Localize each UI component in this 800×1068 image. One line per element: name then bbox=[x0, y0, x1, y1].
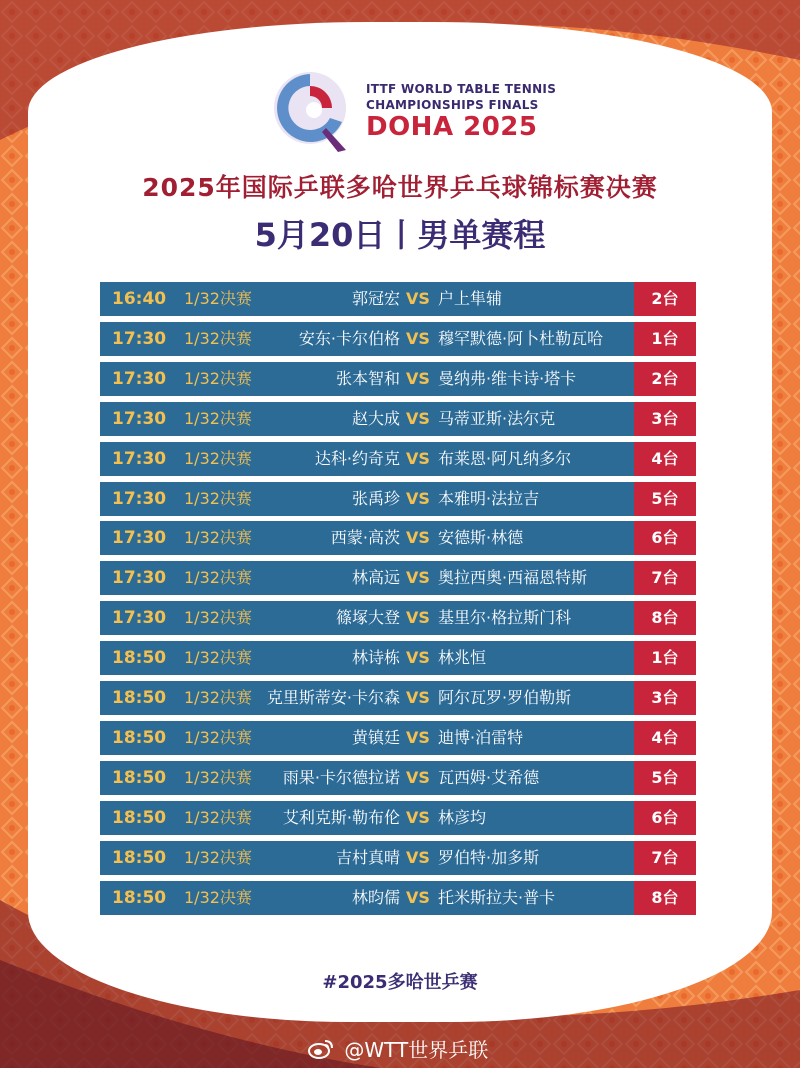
match-time: 17:30 bbox=[112, 488, 167, 509]
event-logo bbox=[268, 66, 557, 158]
match-time: 17:30 bbox=[112, 608, 167, 629]
schedule-row bbox=[100, 841, 696, 875]
match-round: 1/32决赛 bbox=[184, 568, 252, 588]
player-1: 黄镇廷 bbox=[351, 727, 400, 747]
match-round: 1/32决赛 bbox=[184, 488, 252, 508]
schedule-row bbox=[100, 761, 696, 795]
vs-label: VS bbox=[406, 289, 430, 308]
player-1: 郭冠宏 bbox=[351, 289, 400, 308]
match-info bbox=[100, 881, 634, 915]
match-round: 1/32决赛 bbox=[184, 807, 252, 827]
match-info bbox=[100, 681, 634, 715]
match-time: 18:50 bbox=[112, 648, 167, 669]
match-time: 18:50 bbox=[112, 887, 167, 908]
table-number: 1台 bbox=[634, 322, 696, 356]
match-info bbox=[100, 601, 634, 635]
vs-label: VS bbox=[406, 608, 430, 628]
match-info bbox=[100, 841, 634, 875]
vs-label: VS bbox=[406, 408, 430, 428]
player-1: 安东·卡尔伯格 bbox=[298, 328, 400, 348]
player-2: 瓦西姆·艾希德 bbox=[438, 767, 540, 787]
vs-label: VS bbox=[406, 328, 430, 348]
match-round: 1/32决赛 bbox=[184, 328, 252, 348]
schedule-row bbox=[100, 402, 696, 436]
schedule-row bbox=[100, 282, 696, 316]
table-number: 5台 bbox=[634, 761, 696, 795]
logo-line-2: CHAMPIONSHIPS FINALS bbox=[366, 98, 539, 112]
player-1: 克里斯蒂安·卡尔森 bbox=[266, 688, 400, 707]
schedule-row bbox=[100, 881, 696, 915]
table-number: 6台 bbox=[634, 801, 696, 835]
player-1: 林高远 bbox=[351, 568, 400, 588]
match-info bbox=[100, 521, 634, 555]
match-round: 1/32决赛 bbox=[184, 727, 252, 747]
player-2: 林彦均 bbox=[438, 807, 487, 827]
player-2: 奥拉西奥·西福恩特斯 bbox=[438, 568, 588, 588]
match-round: 1/32决赛 bbox=[184, 608, 252, 628]
match-info bbox=[100, 442, 634, 476]
player-1: 林诗栋 bbox=[351, 648, 400, 668]
player-1: 张禹珍 bbox=[351, 488, 400, 508]
match-info bbox=[100, 801, 634, 835]
table-number: 5台 bbox=[634, 482, 696, 516]
table-number: 7台 bbox=[634, 841, 696, 875]
player-1: 艾利克斯·勒布伦 bbox=[282, 807, 400, 827]
player-1: 吉村真晴 bbox=[335, 847, 400, 867]
table-number: 2台 bbox=[634, 282, 696, 316]
table-number: 2台 bbox=[634, 362, 696, 396]
vs-label: VS bbox=[406, 727, 430, 747]
schedule-row bbox=[100, 362, 696, 396]
match-info bbox=[100, 322, 634, 356]
match-round: 1/32决赛 bbox=[184, 847, 252, 867]
match-round: 1/32决赛 bbox=[184, 887, 252, 907]
player-1: 林昀儒 bbox=[351, 887, 400, 907]
player-2: 布莱恩·阿凡纳多尔 bbox=[438, 448, 572, 468]
match-time: 17:30 bbox=[112, 328, 167, 349]
table-number: 8台 bbox=[634, 881, 696, 915]
watermark-text: @WTT世界乒联 bbox=[344, 1038, 489, 1062]
player-2: 曼纳弗·维卡诗·塔卡 bbox=[438, 368, 577, 388]
vs-label: VS bbox=[406, 488, 430, 508]
schedule-row bbox=[100, 521, 696, 555]
match-time: 17:30 bbox=[112, 568, 167, 589]
table-number: 7台 bbox=[634, 561, 696, 595]
table-number: 3台 bbox=[634, 681, 696, 715]
player-2: 迪博·泊雷特 bbox=[438, 727, 524, 747]
schedule-row bbox=[100, 482, 696, 516]
match-round: 1/32决赛 bbox=[184, 408, 252, 428]
table-number: 4台 bbox=[634, 442, 696, 476]
match-info bbox=[100, 282, 634, 316]
match-round: 1/32决赛 bbox=[184, 448, 252, 468]
match-time: 16:40 bbox=[112, 289, 167, 309]
match-info bbox=[100, 482, 634, 516]
player-2: 马蒂亚斯·法尔克 bbox=[438, 408, 556, 428]
match-time: 18:50 bbox=[112, 767, 167, 788]
logo-line-3: DOHA 2025 bbox=[366, 112, 538, 142]
match-time: 18:50 bbox=[112, 847, 167, 868]
schedule-row bbox=[100, 561, 696, 595]
match-info bbox=[100, 561, 634, 595]
schedule-row bbox=[100, 721, 696, 755]
table-number: 3台 bbox=[634, 402, 696, 436]
match-round: 1/32决赛 bbox=[184, 767, 252, 787]
player-1: 西蒙·高茨 bbox=[330, 528, 400, 548]
vs-label: VS bbox=[406, 528, 430, 548]
player-1: 达科·约奇克 bbox=[314, 448, 400, 468]
player-2: 本雅明·法拉吉 bbox=[438, 488, 540, 508]
vs-label: VS bbox=[406, 847, 430, 867]
match-round: 1/32决赛 bbox=[184, 648, 252, 668]
match-time: 18:50 bbox=[112, 807, 167, 828]
player-2: 托米斯拉夫·普卡 bbox=[438, 887, 556, 907]
schedule-row bbox=[100, 442, 696, 476]
vs-label: VS bbox=[406, 648, 430, 668]
player-2: 穆罕默德·阿卜杜勒瓦哈 bbox=[438, 328, 604, 348]
schedule-row bbox=[100, 601, 696, 635]
hashtag: #2025多哈世乒赛 bbox=[322, 972, 478, 993]
match-round: 1/32决赛 bbox=[184, 528, 252, 548]
doha-2025-emblem-icon bbox=[268, 66, 358, 156]
table-number: 1台 bbox=[634, 641, 696, 675]
vs-label: VS bbox=[406, 368, 430, 388]
schedule-row bbox=[100, 801, 696, 835]
player-2: 林兆恒 bbox=[438, 648, 487, 668]
match-time: 17:30 bbox=[112, 368, 167, 389]
vs-label: VS bbox=[406, 767, 430, 787]
match-round: 1/32决赛 bbox=[184, 368, 252, 388]
vs-label: VS bbox=[406, 688, 430, 707]
vs-label: VS bbox=[406, 887, 430, 907]
logo-line-1: ITTF WORLD TABLE TENNIS bbox=[366, 82, 557, 96]
match-time: 18:50 bbox=[112, 688, 167, 708]
player-2: 户上隼辅 bbox=[438, 289, 503, 308]
match-info bbox=[100, 641, 634, 675]
schedule-row bbox=[100, 641, 696, 675]
table-number: 8台 bbox=[634, 601, 696, 635]
match-info bbox=[100, 761, 634, 795]
match-time: 17:30 bbox=[112, 448, 167, 469]
weibo-icon bbox=[308, 1038, 334, 1060]
vs-label: VS bbox=[406, 568, 430, 588]
player-2: 阿尔瓦罗·罗伯勒斯 bbox=[438, 688, 572, 707]
match-info bbox=[100, 362, 634, 396]
player-1: 雨果·卡尔德拉诺 bbox=[282, 767, 400, 787]
vs-label: VS bbox=[406, 448, 430, 468]
player-2: 罗伯特·加多斯 bbox=[438, 847, 540, 867]
match-time: 17:30 bbox=[112, 528, 167, 549]
match-time: 17:30 bbox=[112, 408, 167, 429]
player-2: 安德斯·林德 bbox=[438, 528, 524, 548]
match-info bbox=[100, 721, 634, 755]
table-number: 4台 bbox=[634, 721, 696, 755]
match-round: 1/32决赛 bbox=[184, 688, 252, 707]
player-1: 张本智和 bbox=[335, 368, 400, 388]
player-2: 基里尔·格拉斯门科 bbox=[438, 608, 572, 628]
vs-label: VS bbox=[406, 807, 430, 827]
match-time: 18:50 bbox=[112, 727, 167, 748]
match-round: 1/32决赛 bbox=[184, 289, 252, 308]
watermark bbox=[308, 1034, 488, 1064]
schedule-row bbox=[100, 322, 696, 356]
schedule-row bbox=[100, 681, 696, 715]
match-info bbox=[100, 402, 634, 436]
table-number: 6台 bbox=[634, 521, 696, 555]
poster-subtitle: 5月20日丨男单赛程 bbox=[254, 216, 546, 254]
poster-title: 2025年国际乒联多哈世界乒乓球锦标赛决赛 bbox=[142, 173, 658, 202]
player-1: 篠塚大登 bbox=[335, 608, 400, 628]
player-1: 赵大成 bbox=[351, 408, 400, 428]
